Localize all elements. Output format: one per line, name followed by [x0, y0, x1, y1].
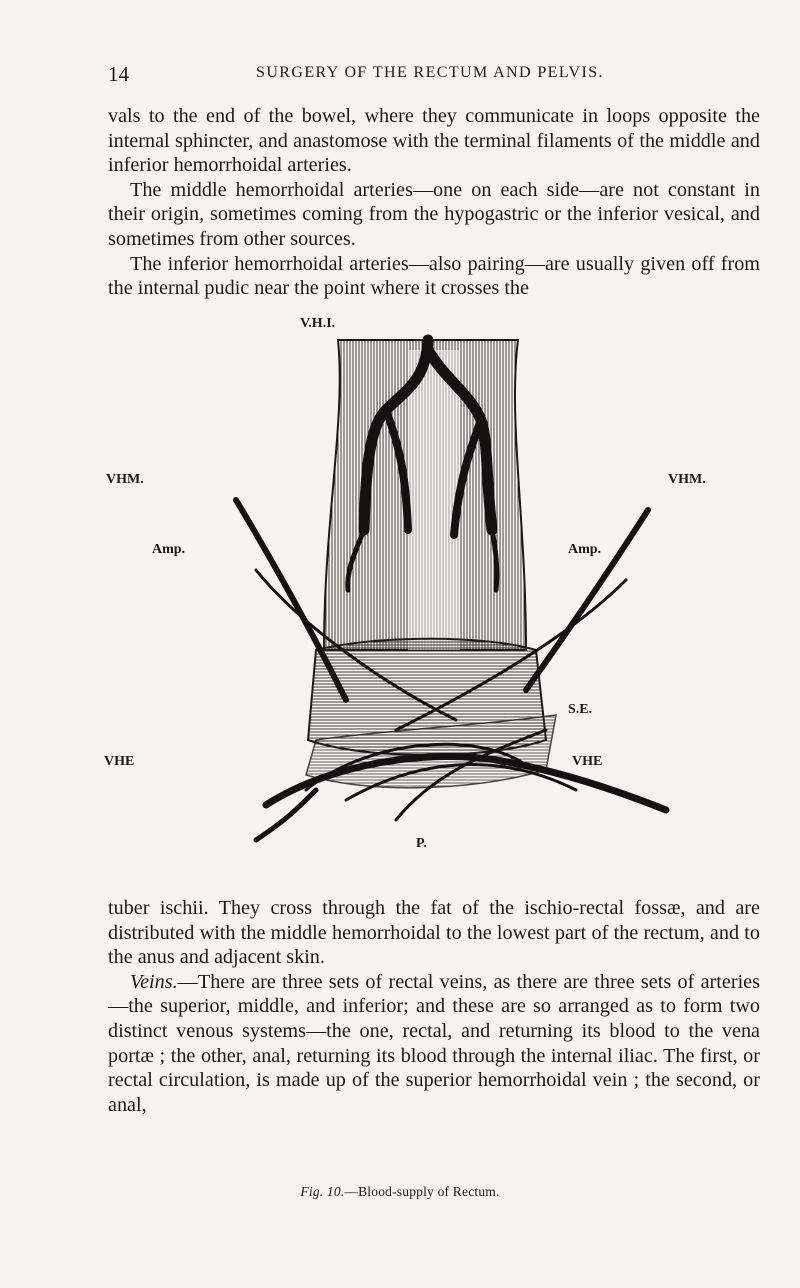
paragraph: The middle hemorrhoidal arteries—one on each side—are not constant in their origin, sometimes coming from the hypogastric or the inferior vesical, and sometimes from other sources.	[108, 178, 760, 250]
label-vhm-right: VHM.	[668, 472, 706, 487]
text-block-bottom	[108, 896, 760, 1117]
paragraph: The inferior hemorrhoidal arteries—also pairing—are usually given off from the internal pudic near the point where it crosses the	[108, 252, 760, 300]
label-amp-left: Amp.	[152, 542, 186, 557]
rectum-lumen	[408, 350, 460, 650]
running-title: SURGERY OF THE RECTUM AND PELVIS.	[256, 64, 604, 81]
veins-heading: Veins.	[130, 970, 178, 993]
figure-caption	[0, 1184, 800, 1200]
paragraph: vals to the end of the bowel, where they communicate in loops opposite the internal sphincter, and anastomose with the terminal filaments of the middle and inferior hemorrhoidal arteries.	[108, 105, 760, 177]
caption-text: —Blood-supply of Rectum.	[344, 1184, 500, 1199]
paragraph-veins	[108, 970, 760, 1118]
text-block-top	[108, 104, 760, 301]
paragraph: tuber ischii. They cross through the fat of the ischio-rectal fossæ, and are distributed with the middle hemorrhoidal to the lowest part of the rectum, and to the anus and adjacent skin.	[108, 897, 760, 969]
label-vhe-right: VHE	[572, 754, 603, 769]
label-vhe-left: VHE	[104, 754, 135, 769]
label-vhm-left: VHM.	[106, 472, 144, 487]
label-p: P.	[416, 836, 427, 851]
page-number: 14	[108, 62, 129, 86]
label-amp-right: Amp.	[568, 542, 602, 557]
veins-text: —There are three sets of rectal veins, as there are three sets of arteries—the superior, middle, and inferior; and these are so arranged as to form two distinct venous systems—the one, rectal, and returning its blood to the vena portæ ; the other, anal, returning its blood through the internal iliac. The first, or rectal circulation, is made up of the superior hemorrhoidal vein ; the second, or anal,	[108, 970, 760, 1116]
label-se: S.E.	[568, 702, 593, 717]
page-header	[108, 62, 752, 86]
caption-label: Fig. 10.	[300, 1184, 345, 1199]
label-vhi: V.H.I.	[300, 316, 336, 331]
rectum-illustration	[196, 320, 692, 860]
